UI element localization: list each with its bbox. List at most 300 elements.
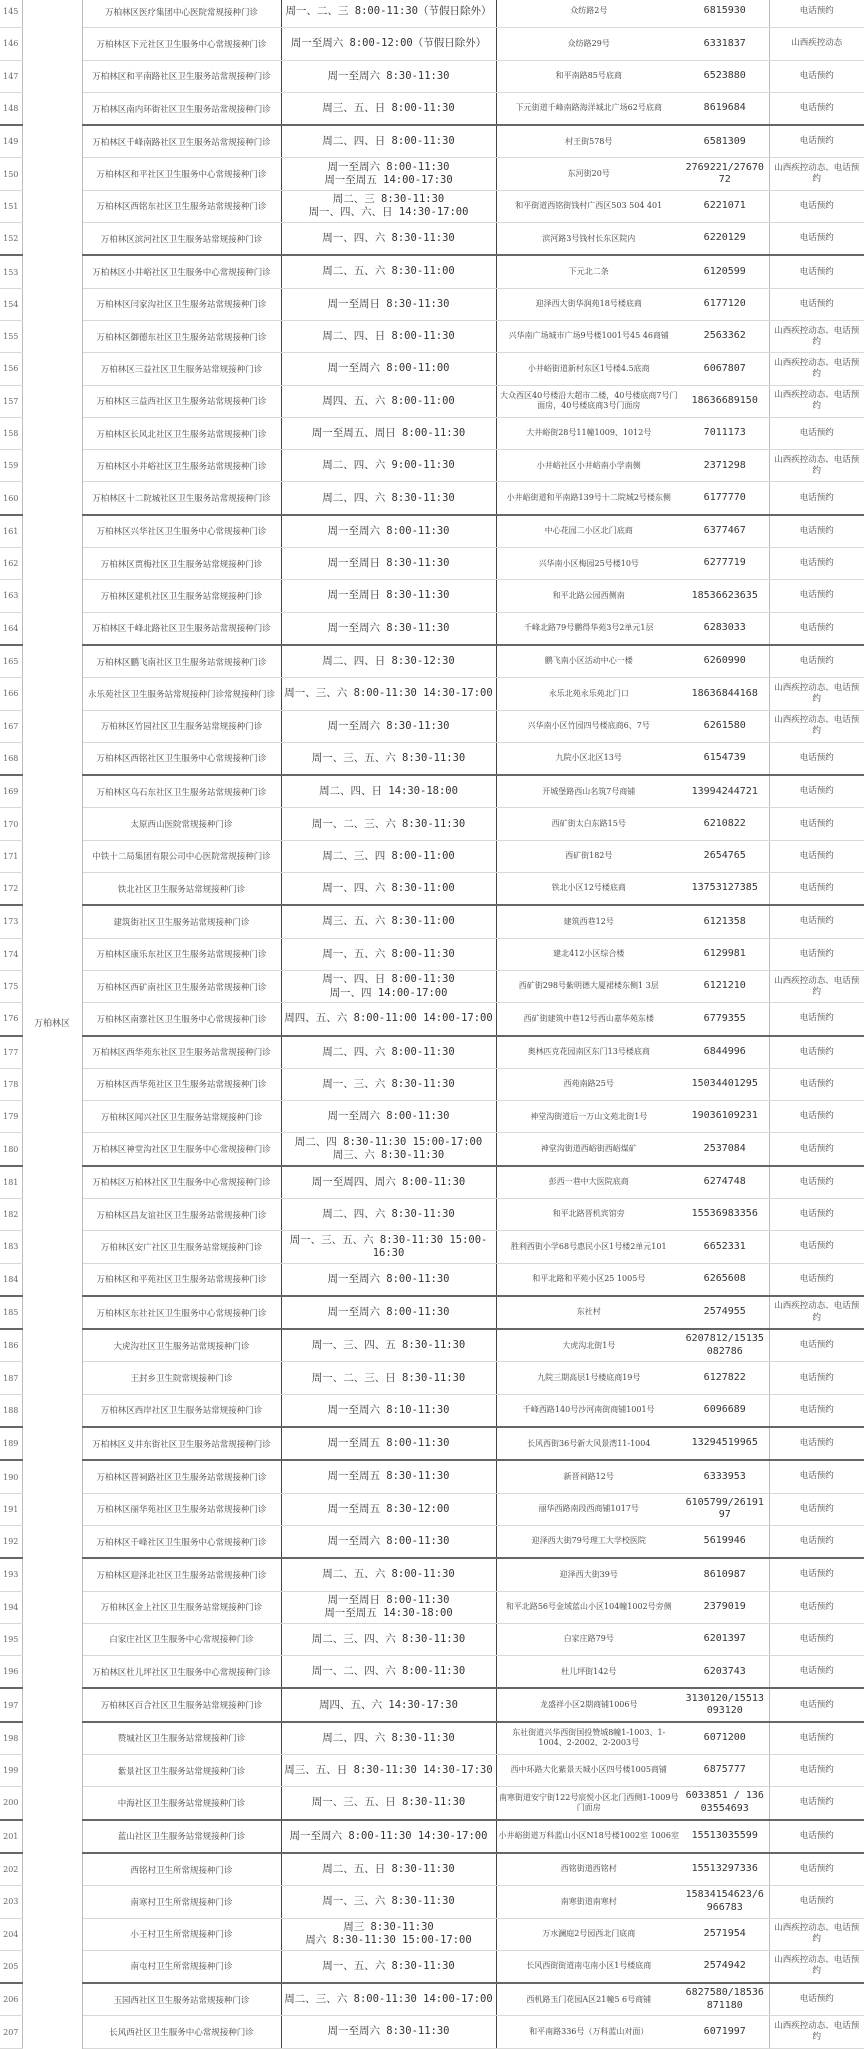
table-row (0, 158, 864, 190)
table-row (0, 938, 864, 970)
row-number: 183 (0, 1231, 22, 1263)
table-row (0, 1558, 864, 1591)
row-number: 177 (0, 1036, 22, 1069)
booking-method: 电话预约 (769, 125, 864, 158)
phone-number: 6033851 / 13603554693 (681, 1787, 769, 1820)
row-number: 206 (0, 1983, 22, 2016)
opening-hours: 周一、二、三、日 8:30-11:30 (281, 1362, 496, 1394)
clinic-address: 神堂沟街道西峪街西峪煤矿 (496, 1133, 681, 1166)
row-number: 194 (0, 1591, 22, 1623)
clinic-name: 万柏林区西华苑社区卫生服务站常规接种门诊 (82, 1068, 281, 1100)
phone-number: 6377467 (681, 515, 769, 548)
clinic-name: 赞城社区卫生服务站常规接种门诊 (82, 1722, 281, 1755)
opening-hours: 周一、四、六 8:30-11:00 (281, 873, 496, 906)
clinic-name: 万柏林区乌石东社区卫生服务站常规接种门诊 (82, 775, 281, 808)
booking-method: 电话预约 (769, 1656, 864, 1689)
phone-number: 6129981 (681, 938, 769, 970)
clinic-address: 小井峪街道新村东区1号楼4.5底商 (496, 353, 681, 385)
opening-hours: 周一、三、五、日 8:30-11:30 (281, 1787, 496, 1820)
booking-method: 电话预约 (769, 873, 864, 906)
phone-number: 2769221/2767072 (681, 158, 769, 190)
booking-method: 山西疾控动态 (769, 28, 864, 60)
clinic-name: 长风西社区卫生服务中心常规接种门诊 (82, 2016, 281, 2048)
clinic-address: 开城堡路西山名筑7号商铺 (496, 775, 681, 808)
booking-method: 电话预约 (769, 775, 864, 808)
row-number: 182 (0, 1198, 22, 1230)
clinic-address: 下元北二条 (496, 255, 681, 288)
opening-hours: 周一至周六 8:30-11:30 (281, 612, 496, 645)
table-row (0, 678, 864, 710)
booking-method: 电话预约 (769, 938, 864, 970)
phone-number: 6277719 (681, 548, 769, 580)
clinic-address: 西矿街建筑中巷12号西山嘉华苑东楼 (496, 1003, 681, 1036)
opening-hours: 周一、五、六 8:30-11:30 (281, 1950, 496, 1983)
table-row (0, 0, 864, 28)
phone-number: 18636844168 (681, 678, 769, 710)
opening-hours: 周四、五、六 14:30-17:30 (281, 1688, 496, 1721)
row-number: 163 (0, 580, 22, 612)
table-row (0, 808, 864, 840)
booking-method: 电话预约 (769, 1591, 864, 1623)
clinic-name: 玉园西社区卫生服务站常规接种门诊 (82, 1983, 281, 2016)
row-number: 149 (0, 125, 22, 158)
clinic-name: 万柏林区小井峪社区卫生服务中心常规接种门诊 (82, 255, 281, 288)
phone-number: 6120599 (681, 255, 769, 288)
table-row (0, 92, 864, 125)
clinic-address: 和平街道西铭街钱村广西区503 504 401 (496, 190, 681, 222)
row-number: 184 (0, 1263, 22, 1296)
clinic-address: 大井峪街28号11幢1009、1012号 (496, 417, 681, 449)
clinic-name: 大虎沟社区卫生服务站常规接种门诊 (82, 1329, 281, 1362)
clinic-name: 万柏林区昌友谊社区卫生服务站常规接种门诊 (82, 1198, 281, 1230)
clinic-address: 丽华西路南段西商铺1017号 (496, 1493, 681, 1525)
row-number: 181 (0, 1166, 22, 1199)
row-number: 174 (0, 938, 22, 970)
row-number: 161 (0, 515, 22, 548)
clinic-name: 万柏林区千峰社区卫生服务中心常规接种门诊 (82, 1525, 281, 1558)
row-number: 196 (0, 1656, 22, 1689)
booking-method: 山西疾控动态、电话预约 (769, 678, 864, 710)
booking-method: 电话预约 (769, 905, 864, 938)
clinic-name: 万柏林区滨河社区卫生服务站常规接种门诊 (82, 223, 281, 256)
phone-number: 6071200 (681, 1722, 769, 1755)
booking-method: 电话预约 (769, 612, 864, 645)
clinic-address: 滨河路3号钱村长东区院内 (496, 223, 681, 256)
row-number: 170 (0, 808, 22, 840)
clinic-address: 千峰西路140号沙河南街商铺1001号 (496, 1394, 681, 1427)
clinic-address: 胜利西街小学68号惠民小区1号楼2单元101 (496, 1231, 681, 1263)
table-row (0, 1362, 864, 1394)
clinic-address: 新晋祠路12号 (496, 1460, 681, 1493)
clinic-address: 东社街道兴华西街国投赞城8幢1-1003、1-1004、2-2002、2-2003号 (496, 1722, 681, 1755)
phone-number: 6265608 (681, 1263, 769, 1296)
table-row (0, 1688, 864, 1721)
booking-method: 电话预约 (769, 223, 864, 256)
phone-number: 6523880 (681, 60, 769, 92)
phone-number: 6261580 (681, 710, 769, 742)
row-number: 198 (0, 1722, 22, 1755)
clinic-address: 南寒街道安宁街122号宸悦小区北门西侧1-1009号门面房 (496, 1787, 681, 1820)
clinic-address: 小井峪社区小井峪南小学南侧 (496, 450, 681, 482)
table-row (0, 60, 864, 92)
table-row (0, 840, 864, 872)
clinic-address: 永乐北苑永乐苑北门口 (496, 678, 681, 710)
booking-method: 山西疾控动态、电话预约 (769, 710, 864, 742)
table-row (0, 1787, 864, 1820)
opening-hours: 周一、三、六 8:30-11:30 (281, 1068, 496, 1100)
booking-method: 山西疾控动态、电话预约 (769, 1296, 864, 1329)
table-row (0, 1918, 864, 1950)
booking-method: 山西疾控动态、电话预约 (769, 1918, 864, 1950)
clinic-address: 龙盛祥小区2期商铺1006号 (496, 1688, 681, 1721)
opening-hours: 周一至周六 8:00-11:30 周一至周五 14:00-17:30 (281, 158, 496, 190)
row-number: 195 (0, 1623, 22, 1655)
opening-hours: 周一至周五 8:30-12:00 (281, 1493, 496, 1525)
row-number: 189 (0, 1427, 22, 1460)
row-number: 157 (0, 385, 22, 417)
phone-number: 15513297336 (681, 1853, 769, 1886)
booking-method: 电话预约 (769, 1787, 864, 1820)
booking-method: 电话预约 (769, 1886, 864, 1918)
clinic-name: 万柏林区贾梅社区卫生服务站常规接种门诊 (82, 548, 281, 580)
clinic-name: 建筑街社区卫生服务站常规接种门诊 (82, 905, 281, 938)
booking-method: 电话预约 (769, 255, 864, 288)
row-number: 202 (0, 1853, 22, 1886)
opening-hours: 周一、三、四、五 8:30-11:30 (281, 1329, 496, 1362)
row-number: 178 (0, 1068, 22, 1100)
row-number: 188 (0, 1394, 22, 1427)
phone-number: 13294519965 (681, 1427, 769, 1460)
clinic-address: 小井峪街道万科蓝山小区N18号楼1002室 1006室 (496, 1820, 681, 1853)
clinic-name: 中海社区卫生服务站常规接种门诊 (82, 1787, 281, 1820)
opening-hours: 周二、四、日 8:00-11:30 (281, 320, 496, 352)
phone-number: 6827580/18536871180 (681, 1983, 769, 2016)
table-row (0, 645, 864, 678)
phone-number: 6815930 (681, 0, 769, 28)
booking-method: 电话预约 (769, 1394, 864, 1427)
booking-method: 电话预约 (769, 580, 864, 612)
table-row (0, 288, 864, 320)
table-row (0, 2016, 864, 2048)
phone-number: 6283033 (681, 612, 769, 645)
opening-hours: 周二、四、六 8:30-11:30 (281, 1198, 496, 1230)
table-row (0, 905, 864, 938)
opening-hours: 周三 8:30-11:30 周六 8:30-11:30 15:00-17:00 (281, 1918, 496, 1950)
clinic-name: 小王村卫生所常规接种门诊 (82, 1918, 281, 1950)
booking-method: 电话预约 (769, 1853, 864, 1886)
row-number: 173 (0, 905, 22, 938)
phone-number: 6875777 (681, 1755, 769, 1787)
booking-method: 电话预约 (769, 1068, 864, 1100)
opening-hours: 周二、四、六 8:30-11:30 (281, 482, 496, 515)
phone-number: 2371298 (681, 450, 769, 482)
clinic-name: 太原西山医院常规接种门诊 (82, 808, 281, 840)
table-row (0, 1036, 864, 1069)
booking-method: 电话预约 (769, 288, 864, 320)
table-row (0, 450, 864, 482)
row-number: 166 (0, 678, 22, 710)
table-row (0, 190, 864, 222)
opening-hours: 周二、四、六 9:00-11:30 (281, 450, 496, 482)
booking-method: 山西疾控动态、电话预约 (769, 2016, 864, 2048)
table-row (0, 1755, 864, 1787)
booking-method: 电话预约 (769, 515, 864, 548)
opening-hours: 周二、四、日 8:30-12:30 (281, 645, 496, 678)
booking-method: 电话预约 (769, 808, 864, 840)
table-row (0, 1983, 864, 2016)
row-number: 169 (0, 775, 22, 808)
opening-hours: 周三、五、六 8:30-11:00 (281, 905, 496, 938)
phone-number: 6207812/15135082786 (681, 1329, 769, 1362)
row-number: 172 (0, 873, 22, 906)
phone-number: 6220129 (681, 223, 769, 256)
booking-method: 电话预约 (769, 1198, 864, 1230)
row-number: 192 (0, 1525, 22, 1558)
clinic-name: 万柏林区南内环街社区卫生服务站常规接种门诊 (82, 92, 281, 125)
clinic-address: 迎泽西大街39号 (496, 1558, 681, 1591)
opening-hours: 周二、五、六 8:00-11:30 (281, 1558, 496, 1591)
table-row (0, 1198, 864, 1230)
booking-method: 电话预约 (769, 645, 864, 678)
table-row (0, 1460, 864, 1493)
booking-method: 电话预约 (769, 1493, 864, 1525)
clinic-name: 万柏林区兴华社区卫生服务中心常规接种门诊 (82, 515, 281, 548)
clinic-name: 西铭村卫生所常规接种门诊 (82, 1853, 281, 1886)
clinic-name: 万柏林区东社社区卫生服务中心常规接种门诊 (82, 1296, 281, 1329)
clinic-address: 中心花园二小区北门底商 (496, 515, 681, 548)
clinic-address: 奥林匹克花园南区东门13号楼底商 (496, 1036, 681, 1069)
phone-number: 6581309 (681, 125, 769, 158)
booking-method: 电话预约 (769, 92, 864, 125)
phone-number: 6210822 (681, 808, 769, 840)
opening-hours: 周一至周六 8:00-11:30 (281, 1296, 496, 1329)
opening-hours: 周一至周六 8:00-11:30 14:30-17:00 (281, 1820, 496, 1853)
opening-hours: 周二、三、四 8:00-11:00 (281, 840, 496, 872)
booking-method: 电话预约 (769, 1362, 864, 1394)
opening-hours: 周一至周六 8:00-11:00 (281, 353, 496, 385)
clinic-address: 和平北路56号金域蓝山小区104幢1002号旁侧 (496, 1591, 681, 1623)
row-number: 201 (0, 1820, 22, 1853)
phone-number: 6177120 (681, 288, 769, 320)
clinic-address: 兴华南小区竹园四号楼底商6、7号 (496, 710, 681, 742)
clinic-address: 东社村 (496, 1296, 681, 1329)
row-number: 180 (0, 1133, 22, 1166)
booking-method: 电话预约 (769, 1688, 864, 1721)
opening-hours: 周一、二、三、六 8:30-11:30 (281, 808, 496, 840)
clinic-address: 九院三期高层1号楼底商19号 (496, 1362, 681, 1394)
opening-hours: 周一至周五 8:30-11:30 (281, 1460, 496, 1493)
opening-hours: 周一、二、四、六 8:00-11:30 (281, 1656, 496, 1689)
table-row (0, 1263, 864, 1296)
clinic-name: 万柏林区义井东街社区卫生服务站常规接种门诊 (82, 1427, 281, 1460)
table-row (0, 125, 864, 158)
row-number: 197 (0, 1688, 22, 1721)
row-number: 150 (0, 158, 22, 190)
table-row (0, 612, 864, 645)
clinic-name: 万柏林区百合社区卫生服务站常规接种门诊 (82, 1688, 281, 1721)
opening-hours: 周一、三、六 8:30-11:30 (281, 1886, 496, 1918)
row-number: 203 (0, 1886, 22, 1918)
opening-hours: 周一、四、日 8:00-11:30 周一、四 14:00-17:00 (281, 970, 496, 1002)
clinic-address: 大众西区40号楼沿大超市二楼，40号楼底商7号门面房，40号楼底商3号门面房 (496, 385, 681, 417)
row-number: 162 (0, 548, 22, 580)
phone-number: 15536983356 (681, 1198, 769, 1230)
phone-number: 6067807 (681, 353, 769, 385)
table-row (0, 1068, 864, 1100)
booking-method: 电话预约 (769, 1983, 864, 2016)
table-row (0, 1886, 864, 1918)
opening-hours: 周一、三、六 8:00-11:30 14:30-17:00 (281, 678, 496, 710)
clinic-address: 兴华南小区梅园25号楼10号 (496, 548, 681, 580)
phone-number: 8610987 (681, 1558, 769, 1591)
phone-number: 19036109231 (681, 1101, 769, 1133)
clinic-address: 万水澜庭2号园西北门底商 (496, 1918, 681, 1950)
clinic-name: 万柏林区南寨社区卫生服务中心常规接种门诊 (82, 1003, 281, 1036)
phone-number: 15513035599 (681, 1820, 769, 1853)
booking-method: 电话预约 (769, 417, 864, 449)
table-row (0, 515, 864, 548)
table-row (0, 1394, 864, 1427)
row-number: 165 (0, 645, 22, 678)
opening-hours: 周二、四、六 8:30-11:30 (281, 1722, 496, 1755)
clinic-name: 万柏林区下元社区卫生服务中心常规接种门诊 (82, 28, 281, 60)
row-number: 193 (0, 1558, 22, 1591)
row-number: 186 (0, 1329, 22, 1362)
clinic-name: 万柏林区三益西社区卫生服务站常规接种门诊 (82, 385, 281, 417)
opening-hours: 周一至周六 8:30-11:30 (281, 2016, 496, 2048)
clinic-name: 万柏林区神堂沟社区卫生服务中心常规接种门诊 (82, 1133, 281, 1166)
booking-method: 山西疾控动态、电话预约 (769, 970, 864, 1002)
opening-hours: 周一至周六 8:10-11:30 (281, 1394, 496, 1427)
row-number: 147 (0, 60, 22, 92)
booking-method: 电话预约 (769, 1427, 864, 1460)
phone-number: 6071997 (681, 2016, 769, 2048)
clinic-address: 兴华南广场城市广场9号楼1001号45 46商铺 (496, 320, 681, 352)
clinic-address: 和平北路公园西侧南 (496, 580, 681, 612)
clinic-name: 万柏林区杜儿坪社区卫生服务中心常规接种门诊 (82, 1656, 281, 1689)
phone-number: 6203743 (681, 1656, 769, 1689)
table-row (0, 1656, 864, 1689)
clinic-address: 和平北路晋机宾馆旁 (496, 1198, 681, 1230)
row-number: 175 (0, 970, 22, 1002)
clinic-name: 万柏林区西铭社区卫生服务中心常规接种门诊 (82, 742, 281, 775)
clinic-name: 万柏林区医疗集团中心医院常规接种门诊 (82, 0, 281, 28)
clinic-address: 建北412小区综合楼 (496, 938, 681, 970)
booking-method: 电话预约 (769, 1755, 864, 1787)
row-number: 185 (0, 1296, 22, 1329)
booking-method: 电话预约 (769, 482, 864, 515)
table-row (0, 548, 864, 580)
row-number: 151 (0, 190, 22, 222)
row-number: 176 (0, 1003, 22, 1036)
row-number: 158 (0, 417, 22, 449)
table-row (0, 1525, 864, 1558)
opening-hours: 周一至周六 8:00-11:30 (281, 515, 496, 548)
booking-method: 电话预约 (769, 840, 864, 872)
opening-hours: 周二、四、日 14:30-18:00 (281, 775, 496, 808)
clinic-name: 万柏林区西铭东社区卫生服务站常规接种门诊 (82, 190, 281, 222)
opening-hours: 周一至周四、周六 8:00-11:30 (281, 1166, 496, 1199)
clinic-name: 南寒村卫生所常规接种门诊 (82, 1886, 281, 1918)
phone-number: 6121210 (681, 970, 769, 1002)
booking-method: 电话预约 (769, 60, 864, 92)
phone-number: 6177770 (681, 482, 769, 515)
clinic-address: 杜儿坪街142号 (496, 1656, 681, 1689)
table-row (0, 970, 864, 1002)
table-row (0, 320, 864, 352)
phone-number: 13994244721 (681, 775, 769, 808)
phone-number: 6105799/2619197 (681, 1493, 769, 1525)
clinic-name: 万柏林区长风北社区卫生服务站常规接种门诊 (82, 417, 281, 449)
row-number: 204 (0, 1918, 22, 1950)
opening-hours: 周一、五、六 8:00-11:30 (281, 938, 496, 970)
clinic-name: 万柏林区晋祠路社区卫生服务站常规接种门诊 (82, 1460, 281, 1493)
clinic-name: 万柏林区三益社区卫生服务站常规接种门诊 (82, 353, 281, 385)
clinic-address: 迎泽西大街华润苑18号楼底商 (496, 288, 681, 320)
table-row (0, 873, 864, 906)
row-number: 146 (0, 28, 22, 60)
phone-number: 6154739 (681, 742, 769, 775)
row-number: 187 (0, 1362, 22, 1394)
booking-method: 电话预约 (769, 1460, 864, 1493)
clinic-address: 西苑南路25号 (496, 1068, 681, 1100)
clinic-name: 万柏林区安广社区卫生服务站常规接种门诊 (82, 1231, 281, 1263)
phone-number: 2563362 (681, 320, 769, 352)
booking-method: 电话预约 (769, 1623, 864, 1655)
opening-hours: 周一至周日 8:30-11:30 (281, 288, 496, 320)
opening-hours: 周二、三 8:30-11:30 周一、四、六、日 14:30-17:00 (281, 190, 496, 222)
table-row (0, 417, 864, 449)
opening-hours: 周一至周日 8:30-11:30 (281, 580, 496, 612)
table-row (0, 1950, 864, 1983)
row-number: 145 (0, 0, 22, 28)
phone-number: 2537084 (681, 1133, 769, 1166)
phone-number: 3130120/15513093120 (681, 1688, 769, 1721)
row-number: 164 (0, 612, 22, 645)
booking-method: 电话预约 (769, 1329, 864, 1362)
table-row (0, 1427, 864, 1460)
booking-method: 电话预约 (769, 1722, 864, 1755)
table-row (0, 482, 864, 515)
row-number: 160 (0, 482, 22, 515)
clinic-address: 彭西一巷中大医院底商 (496, 1166, 681, 1199)
table-row (0, 353, 864, 385)
table-row (0, 1493, 864, 1525)
phone-number: 6652331 (681, 1231, 769, 1263)
clinic-address: 西矿街太白东路15号 (496, 808, 681, 840)
opening-hours: 周一至周六 8:00-12:00（节假日除外） (281, 28, 496, 60)
clinic-name: 万柏林区和平南路社区卫生服务站常规接种门诊 (82, 60, 281, 92)
table-row (0, 775, 864, 808)
table-row (0, 1133, 864, 1166)
row-number: 153 (0, 255, 22, 288)
opening-hours: 周一、三、五、六 8:30-11:30 15:00-16:30 (281, 1231, 496, 1263)
table-row (0, 580, 864, 612)
opening-hours: 周一、三、五、六 8:30-11:30 (281, 742, 496, 775)
phone-number: 6779355 (681, 1003, 769, 1036)
phone-number: 6844996 (681, 1036, 769, 1069)
phone-number: 6221071 (681, 190, 769, 222)
phone-number: 8619684 (681, 92, 769, 125)
row-number: 190 (0, 1460, 22, 1493)
clinic-address: 九院小区北区13号 (496, 742, 681, 775)
clinic-name: 万柏林区小井峪社区卫生服务站常规接种门诊 (82, 450, 281, 482)
clinic-name: 万柏林区十二院城社区卫生服务站常规接种门诊 (82, 482, 281, 515)
clinic-address: 大虎沟北街1号 (496, 1329, 681, 1362)
clinic-address: 长风西街36号新大风景湾11-1004 (496, 1427, 681, 1460)
booking-method: 电话预约 (769, 1036, 864, 1069)
table-row (0, 1623, 864, 1655)
